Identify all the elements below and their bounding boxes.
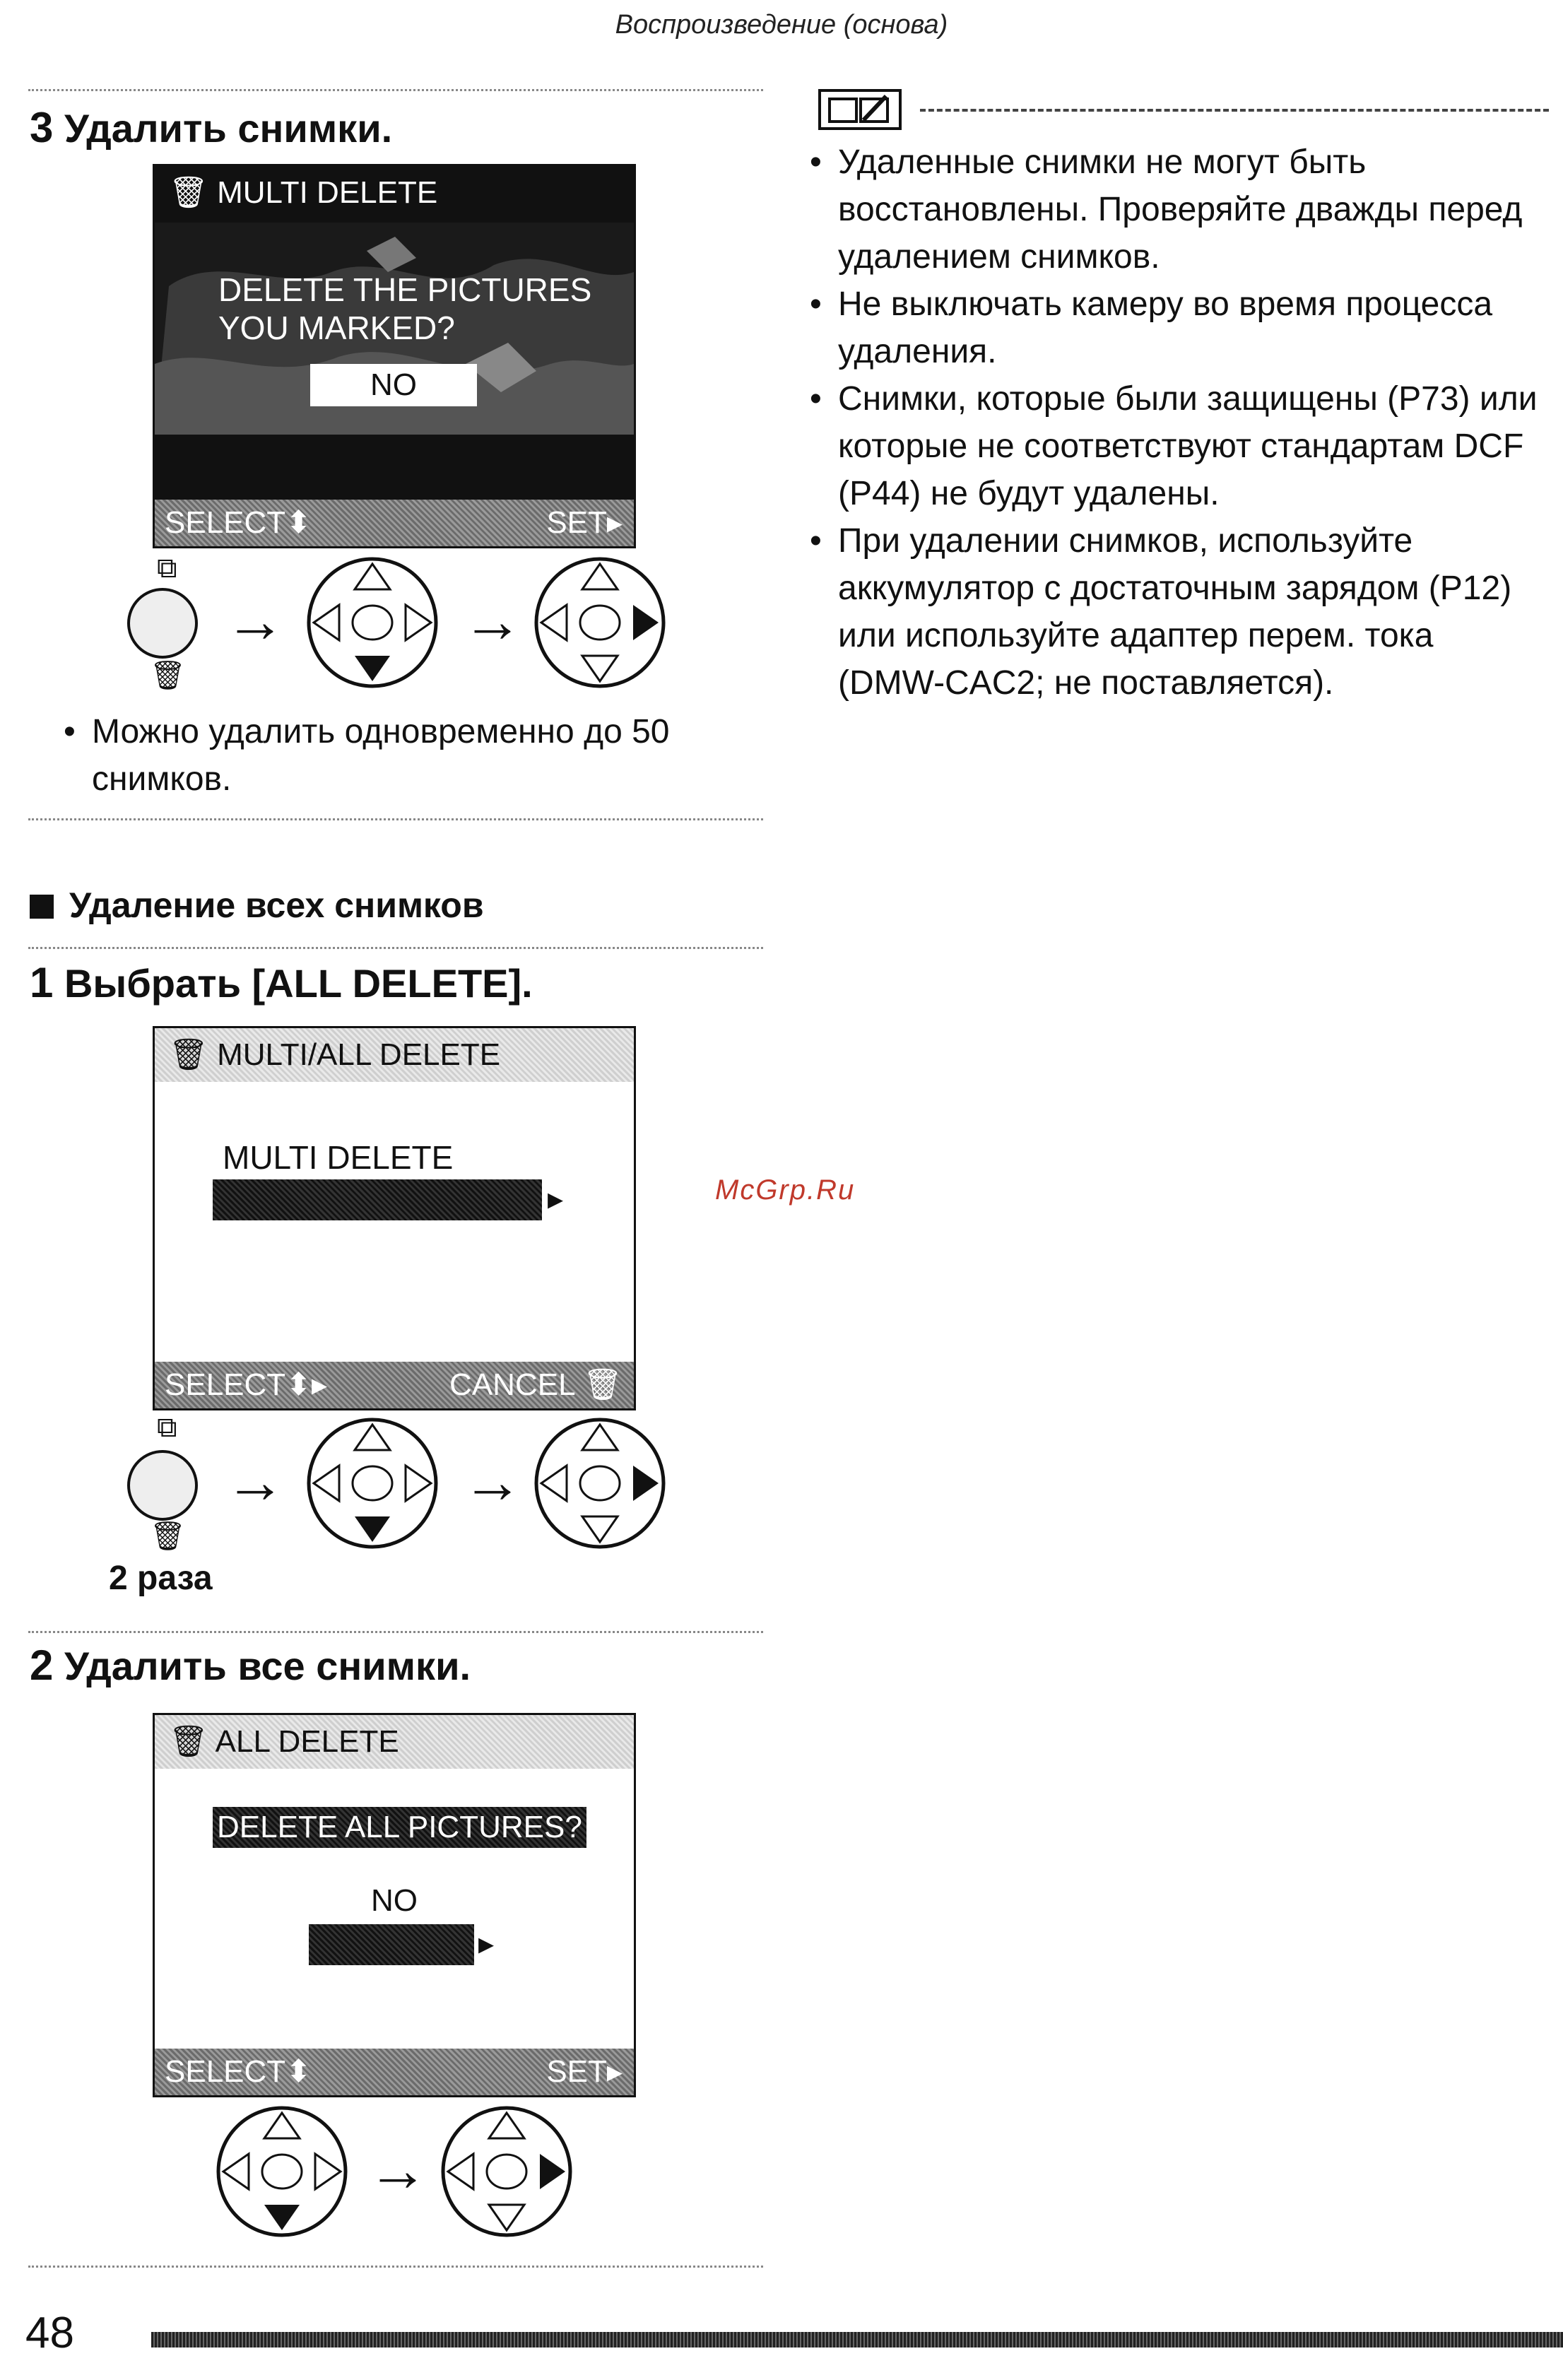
lcd-multi-all-delete [153, 1026, 636, 1410]
question-line: DELETE THE PICTURES [218, 271, 592, 308]
press-count: 2 раза [109, 1560, 213, 1597]
cursor-pad-down[interactable] [305, 1416, 440, 1550]
set-label: SET [546, 505, 607, 540]
step-title: Выбрать [ALL DELETE]. [64, 961, 533, 1006]
select-label: SELECT [165, 2054, 286, 2089]
arrow-icon: → [225, 1448, 285, 1516]
select-label: SELECT [165, 505, 286, 540]
delete-mode-icon: 🗑 [169, 1724, 208, 1759]
note-item [810, 281, 1538, 375]
up-down-icon: ⬍ [285, 1367, 312, 1402]
up-down-icon: ⬍ [285, 505, 312, 540]
confirm-question: DELETE ALL PICTURES? [213, 1807, 586, 1848]
step1-heading [30, 958, 533, 1007]
note-text: Можно удалить одновременно до 50 снимков. [92, 713, 670, 798]
screen-title-bar [155, 1715, 634, 1769]
note-text: При удалении снимков, используйте аккумулятор с достаточным зарядом (P12) или используйте адаптер перем. тока (DMW-CAC2; не поставляется). [838, 522, 1512, 702]
note-dash-line [920, 109, 1549, 112]
bullet-mark: • [64, 713, 76, 750]
delete-button[interactable] [127, 588, 198, 659]
lcd-all-delete-confirm [153, 1713, 636, 2097]
option-all-delete-highlight[interactable] [213, 1179, 542, 1220]
divider [28, 947, 763, 949]
screen-title: MULTI DELETE [217, 175, 438, 210]
right-icon: ▸ [478, 1926, 495, 1961]
cursor-pad-right[interactable] [440, 2104, 574, 2239]
option-no[interactable]: NO [310, 364, 477, 406]
step-number: 1 [30, 959, 54, 1006]
step3-note [64, 708, 728, 803]
delete-mode-icon: 🗑 [169, 1037, 208, 1072]
select-label: SELECT [165, 1367, 286, 1402]
confirm-question [218, 271, 591, 347]
option-no[interactable]: NO [371, 1883, 418, 1918]
screen-bottom-bar [155, 2049, 634, 2095]
trash-icon: 🗑 [150, 660, 186, 691]
book-pencil-icon [821, 92, 899, 127]
note-item [810, 517, 1538, 707]
arrow-icon: → [225, 587, 285, 655]
cursor-pad-down[interactable] [305, 555, 440, 690]
option-multi-delete[interactable]: MULTI DELETE [223, 1139, 454, 1176]
screen-title: ALL DELETE [215, 1724, 399, 1759]
notes-list [810, 139, 1538, 707]
watermark: McGrp.Ru [715, 1174, 856, 1206]
option-yes-highlight[interactable] [309, 1924, 474, 1965]
footer-bar [151, 2332, 1563, 2347]
note-text: Не выключать камеру во время процесса удаления. [838, 285, 1493, 370]
arrow-icon: → [462, 1448, 523, 1516]
bullet-mark: • [810, 522, 822, 560]
right-icon: ▸ [312, 1367, 328, 1402]
note-text: Удаленные снимки не могут быть восстановлены. Проверяйте дважды перед удалением снимков. [838, 143, 1523, 276]
set-label: SET [546, 2054, 607, 2089]
section-heading [30, 885, 484, 926]
bullet-mark: • [810, 285, 822, 323]
delete-button[interactable] [127, 1450, 198, 1521]
step-title: Удалить все снимки. [64, 1644, 471, 1688]
screen-title-bar [155, 166, 634, 220]
step-title: Удалить снимки. [64, 106, 393, 151]
cursor-pad-down[interactable] [215, 2104, 349, 2239]
screen-title-bar [155, 1028, 634, 1082]
lcd-multi-delete-confirm [153, 164, 636, 548]
divider [28, 89, 763, 91]
divider [28, 818, 763, 820]
note-icon [818, 89, 902, 130]
divider [28, 1631, 763, 1633]
trash-icon: 🗑 [150, 1521, 186, 1552]
playback-icon: ⧉ [157, 553, 177, 584]
step-number: 3 [30, 104, 54, 151]
step-number: 2 [30, 1642, 54, 1689]
submenu-arrow-icon: ▸ [548, 1182, 564, 1216]
note-item [810, 375, 1538, 517]
right-icon: ▸ [606, 505, 623, 540]
cancel-label: CANCEL [449, 1367, 574, 1402]
arrow-icon: → [462, 587, 523, 655]
note-text: Снимки, которые были защищены (P73) или которые не соответствуют стандартам DCF (P44) не будут удалены. [838, 380, 1538, 512]
trash-icon: 🗑 [583, 1367, 623, 1402]
section-title: Удаление всех снимков [69, 885, 484, 925]
screen-bottom-bar [155, 500, 634, 546]
screen-title: MULTI/ALL DELETE [217, 1037, 501, 1072]
playback-icon: ⧉ [157, 1412, 177, 1443]
delete-mode-icon: 🗑 [169, 175, 208, 210]
up-down-icon: ⬍ [285, 2054, 312, 2089]
cursor-pad-right[interactable] [533, 555, 667, 690]
step2-heading [30, 1641, 471, 1690]
question-line: YOU MARKED? [218, 310, 455, 346]
screen-bottom-bar [155, 1362, 634, 1408]
step3-heading [30, 103, 392, 152]
square-bullet-icon [30, 895, 54, 919]
right-icon: ▸ [606, 2054, 623, 2089]
divider [28, 2266, 763, 2268]
bullet-mark: • [810, 143, 822, 181]
cursor-pad-right[interactable] [533, 1416, 667, 1550]
note-item [810, 139, 1538, 281]
page-number: 48 [25, 2309, 74, 2357]
bullet-mark: • [810, 380, 822, 418]
page-header: Воспроизведение (основа) [615, 10, 948, 40]
arrow-icon: → [367, 2136, 428, 2204]
